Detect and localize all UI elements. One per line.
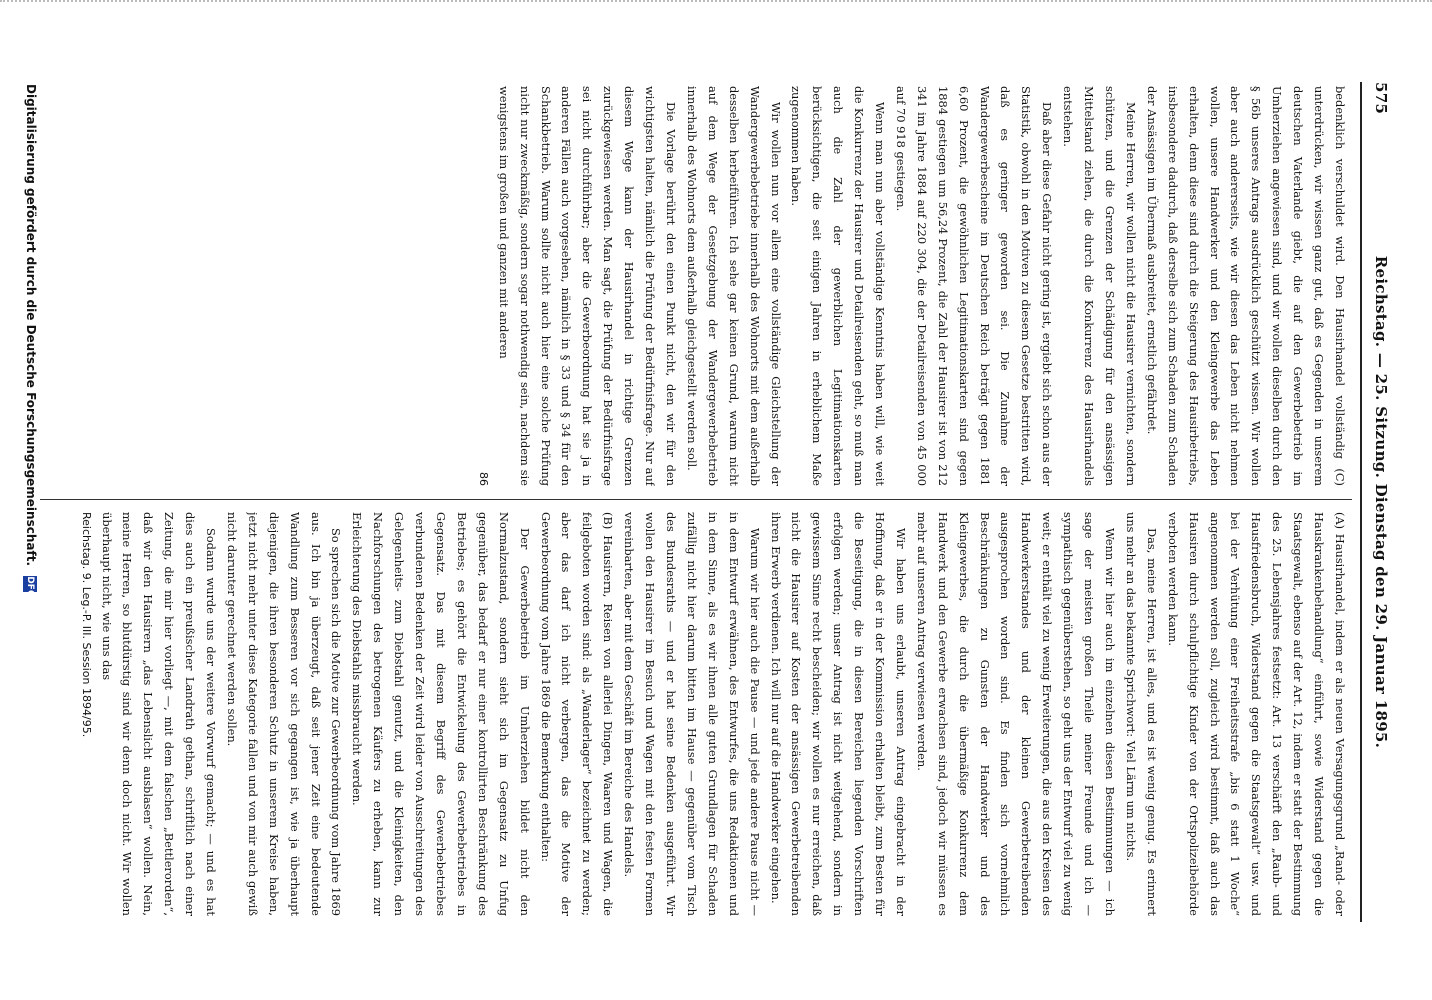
digitization-text: Digitalisierung gefördert durch die Deutsche Forschungsgemeinschaft. (24, 84, 38, 567)
paragraph: bedenklich verschuldet wird. Den Hausirhandel vollständig (C) unterdrücken, wir wissen ganz gut, daß es Gegenden in unserem deutschen Vaterlande giebt, die auf den Gewerbebetrieb im Umherziehen angewiesen sind, und wir wollen dieselben durch den § 56b unseres Antrags ausdrücklich geschützt wissen. Wir wollen aber auch andererseits, wie wir diesen das Leben nicht nehmen wollen, unsere Handwerker und den Kleingewerbe das Leben erhalten, denn diese sind durch die Steigerung des Hausirbetriebs, insbesondere dadurch, daß derselbe sich zum Schaden zum Schaden der Ansässigen im Übermaß ausbreitet, ernstlich gefährdet. (1144, 86, 1347, 486)
column-divider (40, 499, 1352, 500)
sheet-signature: 86 (476, 472, 490, 486)
paragraph: So sprechen sich die Motive zur Gewerbeordnung vom Jahre 1869 aus. Ich bin ja überzeugt, daß seit jener Zeit eine bedeutende Wandlung zum Besseren vor sich gegangen ist, wie ja überhaupt diejenigen, die ihren besonderen Schutz in unserem Kreise haben, jetzt nicht mehr unter diese Kategorie fallen und von mir auch gewiß nicht darunter gerechnet werden sollen. (224, 512, 344, 916)
paragraph: (B) Hausirern, Reisen von allerlei Dingen, Waaren und Wagen, die feilgeboten worden sind: als „Wanderlager“ bezeichnet zu werden; aber das darf ich nicht verbergen, das die Motive der Gewerbeordnung vom Jahre 1869 die Bemerkung enthalten: (538, 512, 616, 916)
quoted-paragraph: Der Gewerbebetrieb im Umherziehen bildet nicht den Normalzustand, sondern sieht sich im Gegensatz zu Unfug gegenüber, das bedarf er nur einer kontrollirten Beschränkung des Betriebes; es gehört die Entwickelung des Gewerbebetriebes in Gegensatz. Das mit diesem Begriff des Gewerbebetriebes verbundenen Bedenken der Zeit wird leider von Ausschreitungen des Gelegenheits- zum Diebstahl genutzt, und die Kleinigkeiten, den Nachforschungen des betrogenen Käufers zu erheben, kann zur Erleichterung des Diebstahls missbraucht werden. (350, 512, 532, 916)
scan-edge-marks (0, 0, 1432, 14)
left-column (30, 86, 1350, 486)
paragraph: Die Vorlage berührt den einen Punkt nicht, den wir für den wichtigsten halten, nämlich die Prüfung der Bedürfnisfrage. Nur auf diesem Wege kann der Hausirhandel in richtige Grenzen zurückgewiesen werden. Man sagt, die Prüfung der Bedürfnisfrage sei nicht durchführbar; aber die Gewerbeordnung hat sie ja in anderen Fällen auch vorgesehen, nämlich in § 33 und § 34 für den Schankbetrieb. Warum sollte nicht auch hier eine solche Prüfung nicht nur zweckmäßig, sondern sogar nothwendig sein, nachdem sie wenigstens im großen und ganzen mit anderen (496, 86, 678, 486)
page-title: Reichstag. — 25. Sitzung. Dienstag den 29. Januar 1895. (1372, 255, 1390, 749)
paragraph: Daß aber diese Gefahr nicht gering ist, ergiebt sich schon aus der Statistik, obwohl in den Motiven zu diesem Gesetze bestritten wird, daß es geringer geworden sei. Die Zunahme der Wandergewerbescheine im Deutschen Reich beträgt gegen 1881 6,60 Prozent, die gewöhnlichen Legitimationskarten sind gegen 1884 gestiegen um 56,24 Prozent, die Zahl der Hausirer ist von 212 341 im Jahre 1884 auf 220 304, die der Detailreisenden von 45 000 auf 70 918 gestiegen. (893, 86, 1055, 486)
paragraph: Meine Herren, wir wollen nicht die Hausirer vernichten, sondern schützen, und die Grenzen der Schädigung für den ansässigen Mittelstand ziehen, die durch die Konkurrenz des Hausirhandels entstehen. (1061, 86, 1138, 486)
paragraph: (A) Hausirhandel, indem er als neuen Versagungsgrund „Rand- oder Hauskrankenbehandlung“ einführt, sowie Widerstand gegen die Staatsgewalt, ebenso auf der Art. 12, indem er statt der Bestimmung des 25. Lebensjahres festsetzt: Art. 13 verschärft den „Raub- und Hausfriedensbruch, Widerstand gegen die Staatsgewalt“ usw. und bei der Verhütung einer Freiheitsstrafe „bis 6 statt 1 Woche“ angenommen werden soll, zugleich wird bestimmt, daß auch das Hausiren durch schulpflichtige Kinder von der Ortspolizeibehörde verboten werden kann. (1165, 512, 1347, 916)
paragraph: Sodann wurde uns der weitere Vorwurf gemacht; — und es hat dies auch ein preußischer Landrath gethan, schriftlich nach einer Zeitung, die mir hier vorliegt —, mit dem falschen „Bettlerorden“, daß wir den Hausirern „das Lebenslicht ausblasen“ wollen. Nein, meine Herren, so blutdürstig sind wir denn doch nicht. Wir wollen überhaupt nicht, wie uns das (99, 512, 219, 916)
digitization-note (24, 84, 39, 924)
header-rule (1360, 82, 1362, 922)
page-number: 575 (1372, 82, 1390, 115)
paragraph: Wir wollen nun vor allem eine vollständige Gleichstellung der Wandergewerbebetriebe innerhalb des Wohnorts mit dem außerhalb desselben herbeiführen. Ich sehe gar keinen Grund, warum nicht auf dem Wege der Gesetzgebung der Wandergewerbebetrieb innerhalb des Wohnorts dem außerhalb gleichgestellt werden soll. (684, 86, 783, 486)
paragraph: Wenn wir hier auch im einzelnen diesen Bestimmungen — ich sage der meisten großen Theile meiner Freunde und ich — sympathisch gegenüberstehen, so geht uns der Entwurf viel zu wenig weit; er enthält viel zu wenig Erweiterungen, die aus den Kreisen des Handwerkerstandes und der kleinen Gewerbetreibenden ausgesprochen worden sind. Es finden sich vornehmlich Beschränkungen zu Gunsten der Handwerker und des Kleingewerbes, die durch die übermäßige Konkurrenz dem Handwerk und den Gewerbe erwachsen sind, jedoch wir müssen es mehr auf unseren Antrag verwiesen werden. (914, 512, 1118, 916)
paragraph: Warum wir hier auch die Pause — und jede andere Pause nicht — in dem Entwurf erwähnen, des Entwurfes, die uns Redaktionen und in dem Sinne, als es wir ihnen alle guten Grundlagen für Schaden zufällig nicht hier darum bitten im Hause — gegenüber vom Tisch des Bundesraths — und er hat seine Bedenken ausgeführt. Wir wollen den Hausirer im Besuch und Wagen mit den festen Formen vereinbarten, aber mit dem Geschäft im Bereiche des Handels. (622, 512, 762, 916)
sheet-signature: Reichstag. 9. Leg.-P. III. Session 1894/95. (79, 512, 93, 738)
paragraph: Wir haben uns erlaubt, unseren Antrag eingebracht in der Hoffnung, daß er in der Kommission erhalten bleibt, zum Besten für die Beseitigung, die in diesen Bereichen liegenden Vorschriften erfolgen werden; unser Antrag ist nicht weitgehend, sondern in gewissem Sinne recht bescheiden; wir wollen es nur erreichen, daß nicht die Hausirer auf Kosten der ansässigen Gewerbetreibenden ihren Erwerb verdienen. Ich will nur auf die Handwerker eingehen. (768, 512, 908, 916)
page-header (1364, 82, 1396, 922)
paragraph: Wenn man nun aber vollständige Kenntnis haben will, wie weit die Konkurrenz der Hausirer und Detailreisenden geht, so muß man auch die Zahl der gewerblichen Legitimationskarten berücksichtigen, die seit einigen Jahren in erheblichem Maße zugenommen haben. (789, 86, 888, 486)
right-column (30, 512, 1350, 916)
paragraph: Das, meine Herren, ist alles, und es ist wenig genug. Es erinnert uns mehr an das bekannte Sprichwort: Viel Lärm um nichts. (1123, 512, 1159, 916)
dfg-logo: DFG (25, 576, 36, 598)
